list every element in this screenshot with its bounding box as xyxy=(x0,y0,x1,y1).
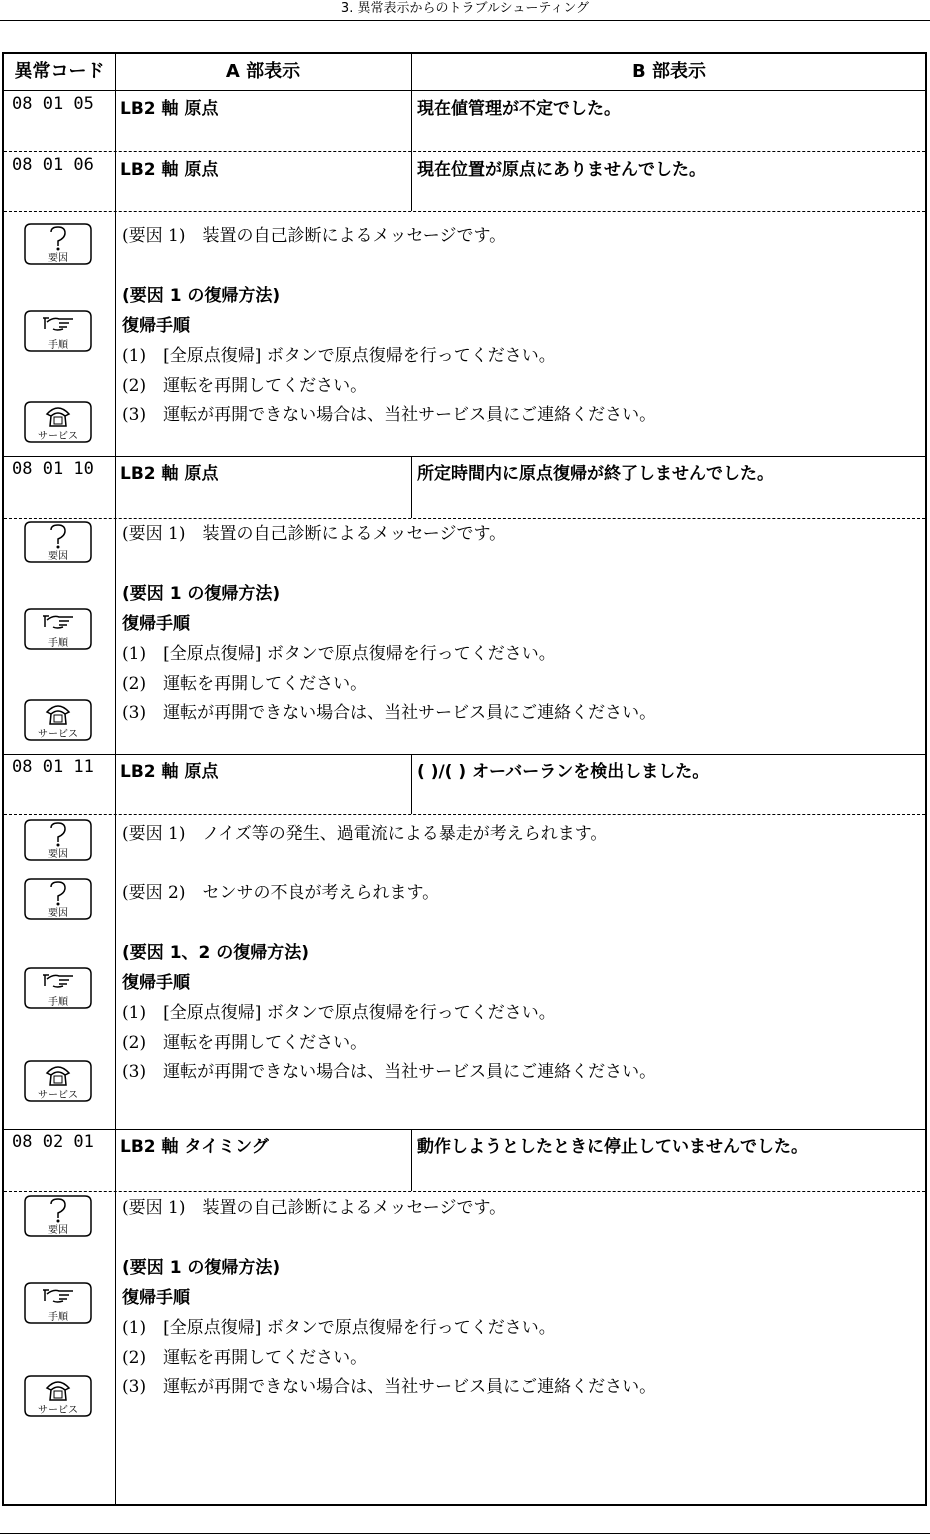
recovery-title: (要因 1 の復帰方法) xyxy=(122,584,281,604)
header-rule xyxy=(4,90,925,91)
recovery-title: (要因 1、2 の復帰方法) xyxy=(122,943,310,963)
svg-text:サービス: サービス xyxy=(38,1090,78,1101)
steps-title: 復帰手順 xyxy=(122,316,190,336)
row-rule xyxy=(4,754,925,755)
svg-text:手順: 手順 xyxy=(48,1312,68,1323)
svg-text:要因: 要因 xyxy=(48,908,68,919)
a-display: LB2 軸 原点 xyxy=(120,762,219,782)
svg-text:要因: 要因 xyxy=(48,253,68,264)
step-text: (2) 運転を再開してください。 xyxy=(122,1033,368,1053)
procedure-icon xyxy=(23,309,93,353)
cause-icon xyxy=(23,877,93,921)
service-icon xyxy=(23,1059,93,1103)
step-text: (3) 運転が再開できない場合は、当社サービス員にご連絡ください。 xyxy=(122,1062,657,1082)
row-divider xyxy=(4,814,925,815)
step-text: (1) [全原点復帰] ボタンで原点復帰を行ってください。 xyxy=(122,644,556,664)
b-display: ( )/( ) オーバーランを検出しました。 xyxy=(417,762,710,782)
svg-text:要因: 要因 xyxy=(48,1225,68,1236)
steps-title: 復帰手順 xyxy=(122,614,190,634)
step-text: (3) 運転が再開できない場合は、当社サービス員にご連絡ください。 xyxy=(122,1377,657,1397)
column-divider xyxy=(411,456,412,518)
svg-text:サービス: サービス xyxy=(38,1405,78,1416)
a-display: LB2 軸 原点 xyxy=(120,160,219,180)
error-code: 08 02 01 xyxy=(12,1132,94,1152)
cause-icon xyxy=(23,818,93,862)
procedure-icon xyxy=(23,1281,93,1325)
service-icon xyxy=(23,698,93,742)
svg-text:手順: 手順 xyxy=(48,638,68,649)
a-display: LB2 軸 タイミング xyxy=(120,1137,269,1157)
service-icon xyxy=(23,1374,93,1418)
step-text: (1) [全原点復帰] ボタンで原点復帰を行ってください。 xyxy=(122,1318,556,1338)
b-display: 現在位置が原点にありませんでした。 xyxy=(417,160,706,180)
header-a: A 部表示 xyxy=(225,61,301,82)
service-icon xyxy=(23,400,93,444)
b-display: 所定時間内に原点復帰が終了しませんでした。 xyxy=(417,464,774,484)
column-divider xyxy=(411,1129,412,1191)
cause-icon xyxy=(23,222,93,266)
row-rule xyxy=(4,1129,925,1130)
cause-icon xyxy=(23,520,93,564)
row-divider xyxy=(4,1191,925,1192)
cause-icon xyxy=(23,1194,93,1238)
column-divider xyxy=(115,54,116,1504)
procedure-icon xyxy=(23,966,93,1010)
steps-title: 復帰手順 xyxy=(122,1288,190,1308)
error-code: 08 01 11 xyxy=(12,757,94,777)
svg-text:サービス: サービス xyxy=(38,729,78,740)
cause-text: (要因 1) 装置の自己診断によるメッセージです。 xyxy=(122,524,507,544)
cause-text: (要因 1) 装置の自己診断によるメッセージです。 xyxy=(122,226,507,246)
step-text: (2) 運転を再開してください。 xyxy=(122,376,368,396)
step-text: (1) [全原点復帰] ボタンで原点復帰を行ってください。 xyxy=(122,346,556,366)
cause-text: (要因 1) 装置の自己診断によるメッセージです。 xyxy=(122,1198,507,1218)
page-header: 3. 異常表示からのトラブルシューティング xyxy=(0,0,930,21)
column-divider xyxy=(411,754,412,814)
step-text: (2) 運転を再開してください。 xyxy=(122,1348,368,1368)
page-footer-rule xyxy=(0,1533,930,1534)
svg-text:手順: 手順 xyxy=(48,997,68,1008)
svg-text:要因: 要因 xyxy=(48,551,68,562)
step-text: (1) [全原点復帰] ボタンで原点復帰を行ってください。 xyxy=(122,1003,556,1023)
header-b: B 部表示 xyxy=(632,61,706,82)
recovery-title: (要因 1 の復帰方法) xyxy=(122,286,281,306)
recovery-title: (要因 1 の復帰方法) xyxy=(122,1258,281,1278)
step-text: (2) 運転を再開してください。 xyxy=(122,674,368,694)
steps-title: 復帰手順 xyxy=(122,973,190,993)
b-display: 動作しようとしたときに停止していませんでした。 xyxy=(417,1137,808,1157)
error-code: 08 01 10 xyxy=(12,459,94,479)
row-divider xyxy=(4,151,925,152)
b-display: 現在値管理が不定でした。 xyxy=(417,99,621,119)
svg-text:サービス: サービス xyxy=(38,431,78,442)
svg-text:要因: 要因 xyxy=(48,849,68,860)
error-code: 08 01 06 xyxy=(12,155,94,175)
procedure-icon xyxy=(23,607,93,651)
step-text: (3) 運転が再開できない場合は、当社サービス員にご連絡ください。 xyxy=(122,703,657,723)
header-code: 異常コード xyxy=(14,61,105,82)
cause-text: (要因 1) ノイズ等の発生、過電流による暴走が考えられます。 xyxy=(122,824,608,844)
cause-text: (要因 2) センサの不良が考えられます。 xyxy=(122,883,440,903)
a-display: LB2 軸 原点 xyxy=(120,464,219,484)
row-rule xyxy=(4,456,925,457)
row-divider xyxy=(4,211,925,212)
error-code-table xyxy=(2,52,927,1506)
a-display: LB2 軸 原点 xyxy=(120,99,219,119)
svg-text:手順: 手順 xyxy=(48,340,68,351)
step-text: (3) 運転が再開できない場合は、当社サービス員にご連絡ください。 xyxy=(122,405,657,425)
error-code: 08 01 05 xyxy=(12,94,94,114)
